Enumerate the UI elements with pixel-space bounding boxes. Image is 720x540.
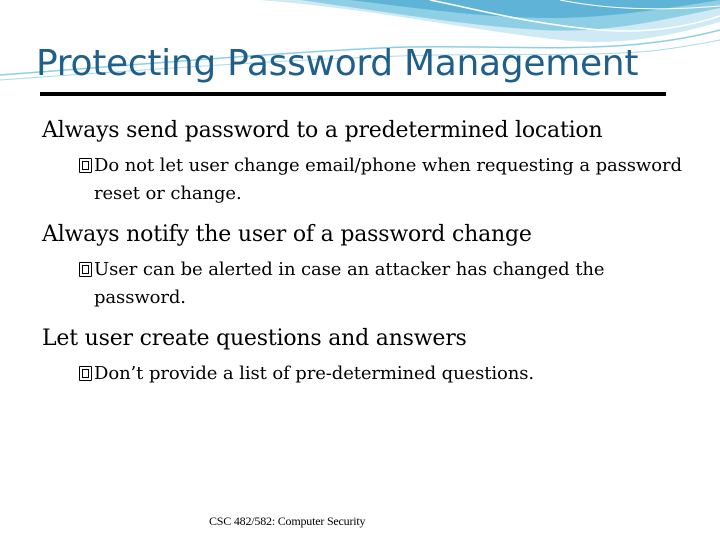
section-bullet — [94, 152, 682, 208]
bullet-text: Do not let user change email/phone when requesting a password reset or change. — [94, 155, 682, 204]
section-heading: Always notify the user of a password change — [42, 222, 532, 247]
square-bullet-icon — [79, 262, 92, 277]
section-heading: Always send password to a predetermined location — [42, 118, 603, 143]
section-2 — [42, 220, 682, 312]
square-bullet-icon — [79, 366, 92, 381]
slide-body — [42, 116, 682, 400]
square-bullet-icon — [79, 158, 92, 173]
section-1 — [42, 116, 682, 208]
section-bullet — [94, 360, 682, 388]
title-underline — [40, 92, 666, 96]
section-bullet — [94, 256, 682, 312]
section-heading: Let user create questions and answers — [42, 326, 467, 351]
bullet-text: User can be alerted in case an attacker has changed the password. — [94, 259, 605, 308]
slide-footer: CSC 482/582: Computer Security — [209, 514, 366, 528]
bullet-text: Don’t provide a list of pre-determined questions. — [94, 363, 535, 384]
slide-title: Protecting Password Management — [36, 43, 639, 84]
section-3 — [42, 324, 682, 388]
